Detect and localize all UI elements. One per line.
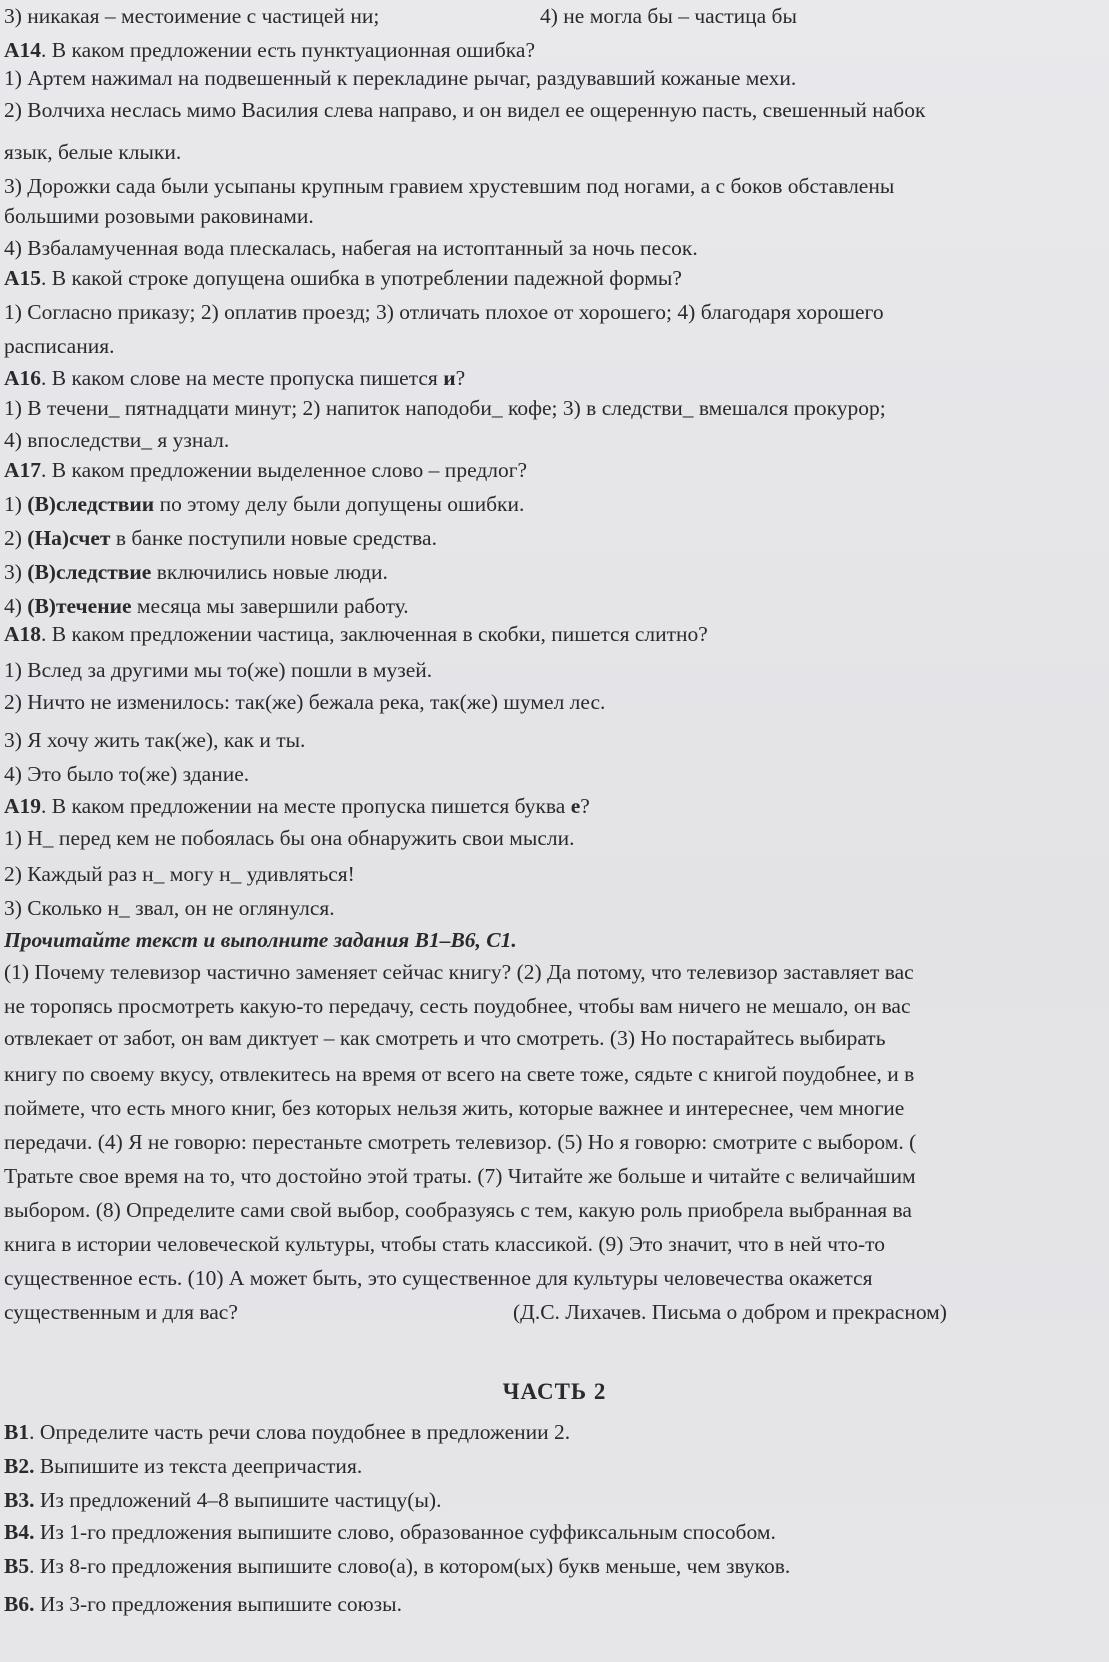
task-b6: B6. Из 3-го предложения выпишите союзы. [4, 1592, 402, 1616]
text-line: книгу по своему вкусу, отвлекитесь на время от всего на свете тоже, сядьте с книгой поудобнее, и в [4, 1062, 915, 1086]
text-line: выбором. (8) Определите сами свой выбор, сообразуясь с тем, какую роль приобрела выбранная ва [4, 1198, 912, 1222]
task-b3: B3. Из предложений 4–8 выпишите частицу(ы). [4, 1488, 442, 1512]
answer-option: 1) В течени_ пятнадцати минут; 2) напиток наподоби_ кофе; 3) в следстви_ вмешался прокурор; [4, 396, 886, 420]
text-line: Тратьте свое время на то, что достойно этой траты. (7) Читайте же больше и читайте с величайшим [4, 1164, 916, 1188]
answer-option: 2) Ничто не изменилось: так(же) бежала река, так(же) шумел лес. [4, 690, 606, 714]
text-line: большими розовыми раковинами. [4, 204, 314, 228]
task-b1: B1. Определите часть речи слова поудобнее в предложении 2. [4, 1420, 571, 1444]
question-a19: A19. В каком предложении на месте пропуска пишется буква е? [4, 794, 590, 818]
question-a14: A14. В каком предложении есть пунктуационная ошибка? [4, 38, 536, 62]
part-heading: ЧАСТЬ 2 [502, 1379, 607, 1404]
answer-option: 1) Вслед за другими мы то(же) пошли в музей. [4, 658, 433, 682]
answer-option: 1) Н_ перед кем не побоялась бы она обнаружить свои мысли. [4, 826, 575, 850]
answer-option: 1) Артем нажимал на подвешенный к перекладине рычаг, раздувавший кожаные мехи. [4, 66, 797, 90]
answer-option: 4) впоследстви_ я узнал. [4, 428, 230, 452]
text-line: язык, белые клыки. [4, 140, 182, 164]
answer-option: 3) Дорожки сада были усыпаны крупным гравием хрустевшим под ногами, а с боков обставлены [4, 174, 895, 198]
text-line: не торопясь просмотреть какую-то передачу, сесть поудобнее, чтобы вам ничего не мешало, он вас [4, 994, 911, 1018]
answer-option: 2) Каждый раз н_ могу н_ удивляться! [4, 862, 355, 886]
question-a18: A18. В каком предложении частица, заключенная в скобки, пишется слитно? [4, 622, 708, 646]
task-b4: B4. Из 1-го предложения выпишите слово, образованное суффиксальным способом. [4, 1520, 776, 1544]
question-a16: A16. В каком слове на месте пропуска пишется и? [4, 366, 466, 390]
text-line: книга в истории человеческой культуры, чтобы стать классикой. (9) Это значит, что в ней что-то [4, 1232, 885, 1256]
text-line: существенное есть. (10) А может быть, это существенное для культуры человечества окажется [4, 1266, 873, 1290]
text-line: 3) никакая – местоимение с частицей ни; 4) не могла бы – частица бы [4, 4, 797, 28]
answer-option: 2) (На)счет в банке поступили новые средства. [4, 526, 437, 550]
text-line: расписания. [4, 334, 115, 358]
text-line: поймете, что есть много книг, без которых нельзя жить, которые важнее и интереснее, чем многие [4, 1096, 905, 1120]
source-citation: (Д.С. Лихачев. Письма о добром и прекрасном) [513, 1300, 947, 1324]
question-a17: A17. В каком предложении выделенное слово – предлог? [4, 458, 528, 482]
answer-option: 2) Волчиха неслась мимо Василия слева направо, и он видел ее ощеренную пасть, свешенный набок [4, 98, 926, 122]
answer-option: 4) Взбаламученная вода плескалась, набегая на истоптанный за ночь песок. [4, 236, 698, 260]
task-b5: B5. Из 8-го предложения выпишите слово(а), в котором(ых) букв меньше, чем звуков. [4, 1554, 791, 1578]
question-a15: A15. В какой строке допущена ошибка в употреблении падежной формы? [4, 266, 682, 290]
answer-option: 3) Сколько н_ звал, он не оглянулся. [4, 896, 335, 920]
answer-option: 3) Я хочу жить так(же), как и ты. [4, 728, 306, 752]
answer-option: 4) Это было то(же) здание. [4, 762, 250, 786]
text-line: передачи. (4) Я не говорю: перестаньте смотреть телевизор. (5) Но я говорю: смотрите с выбором. ( [4, 1130, 917, 1154]
text-line: отвлекает от забот, он вам диктует – как смотреть и что смотреть. (3) Но постарайтесь выбирать [4, 1026, 886, 1050]
answer-option: 3) (В)следствие включились новые люди. [4, 560, 388, 584]
text-instruction: Прочитайте текст и выполните задания B1–B6, C1. [4, 928, 517, 952]
answer-option: 4) (В)течение месяца мы завершили работу. [4, 594, 409, 618]
answer-option: 1) Согласно приказу; 2) оплатив проезд; 3) отличать плохое от хорошего; 4) благодаря хорошего [4, 300, 884, 324]
text-line: (1) Почему телевизор частично заменяет сейчас книгу? (2) Да потому, что телевизор заставляет вас [4, 960, 914, 984]
task-b2: B2. Выпишите из текста деепричастия. [4, 1454, 363, 1478]
answer-option: 1) (В)следствии по этому делу были допущены ошибки. [4, 492, 525, 516]
text-line: существенным и для вас? (Д.С. Лихачев. Письма о добром и прекрасном) [4, 1300, 947, 1324]
